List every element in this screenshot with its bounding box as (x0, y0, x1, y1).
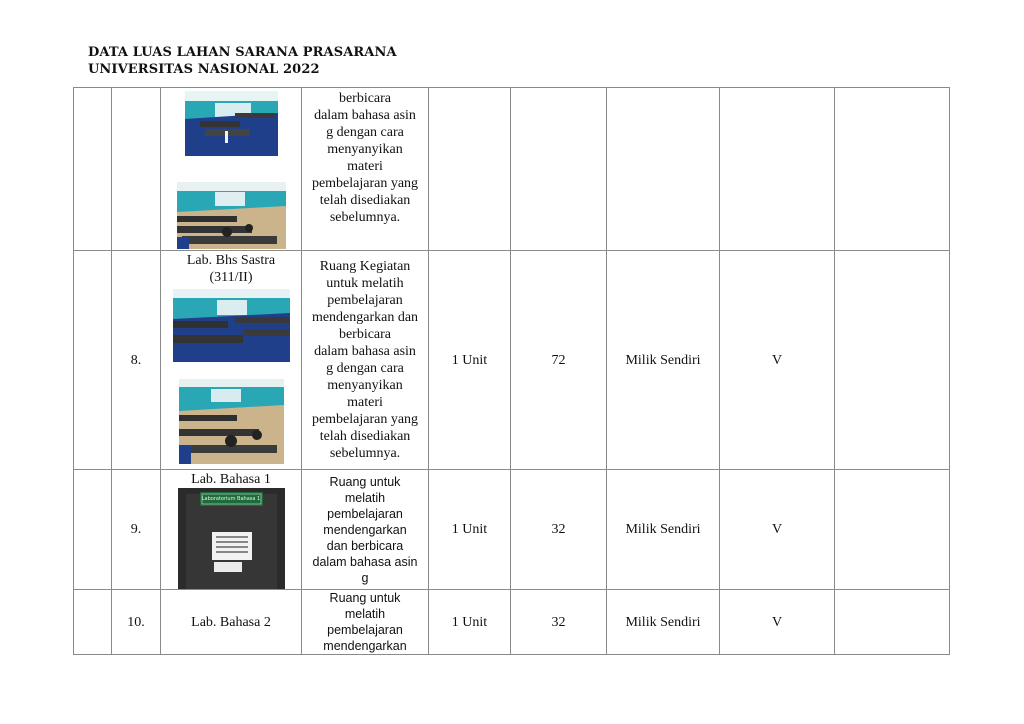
description-text: berbicara dalam bahasa asin g dengan cara menyanyikan materi pembelajaran yang telah disediakan sebelumnya. (311, 91, 419, 225)
lab-door-photo (178, 488, 285, 589)
check-cell: V (720, 590, 835, 655)
area-cell: 32 (511, 470, 607, 590)
facility-name: Lab. Bahasa 2 (191, 614, 271, 630)
description-cell (302, 88, 429, 251)
facility-cell (161, 590, 302, 655)
unit-cell: 1 Unit (429, 470, 511, 590)
table-row (74, 470, 950, 590)
table-row (74, 590, 950, 655)
area-cell: 72 (511, 251, 607, 470)
row-number: 9. (112, 470, 161, 590)
check-cell (720, 88, 835, 251)
lab-photo (185, 91, 278, 156)
title-line-2: UNIVERSITAS NASIONAL 2022 (88, 62, 320, 77)
unit-cell: 1 Unit (429, 251, 511, 470)
description-cell (302, 470, 429, 590)
facility-cell (161, 470, 302, 590)
table-row (74, 88, 950, 251)
description-text: Ruang Kegiatan untuk melatih pembelajaran mendengarkan dan berbicara dalam bahasa asin g dengan cara menyanyikan materi pembelajaran yang telah disediakan sebelumnya. (311, 259, 419, 461)
description-cell (302, 251, 429, 470)
description-cell (302, 590, 429, 655)
description-text: Ruang untuk melatih pembelajaran mendengarkan (323, 591, 407, 653)
lab-photo (173, 289, 290, 362)
unit-cell (429, 88, 511, 251)
ownership-cell: Milik Sendiri (607, 251, 720, 470)
unit-cell: 1 Unit (429, 590, 511, 655)
facility-name: Lab. Bhs Sastra (311/II) (186, 253, 276, 285)
description-text: Ruang untuk melatih pembelajaran mendengarkan dan berbicara dalam bahasa asin g (312, 474, 418, 585)
facility-cell (161, 251, 302, 470)
index-cell (74, 590, 112, 655)
facility-table (73, 87, 950, 655)
row-number (112, 88, 161, 251)
facility-cell (161, 88, 302, 251)
index-cell (74, 470, 112, 590)
lab-photo (179, 379, 284, 464)
title-line-1: DATA LUAS LAHAN SARANA PRASARANA (88, 45, 397, 60)
index-cell (74, 88, 112, 251)
ownership-cell: Milik Sendiri (607, 590, 720, 655)
area-cell (511, 88, 607, 251)
ownership-cell: Milik Sendiri (607, 470, 720, 590)
row-number: 8. (112, 251, 161, 470)
door-sign-text: Laboratorium Bahasa 1 (201, 496, 261, 502)
row-number: 10. (112, 590, 161, 655)
note-cell (835, 251, 950, 470)
check-cell: V (720, 251, 835, 470)
document-title (88, 44, 397, 78)
lab-photo (177, 182, 286, 249)
facility-name: Lab. Bahasa 1 (191, 472, 271, 487)
note-cell (835, 88, 950, 251)
note-cell (835, 590, 950, 655)
ownership-cell (607, 88, 720, 251)
area-cell: 32 (511, 590, 607, 655)
table-row (74, 251, 950, 470)
note-cell (835, 470, 950, 590)
check-cell: V (720, 470, 835, 590)
index-cell (74, 251, 112, 470)
